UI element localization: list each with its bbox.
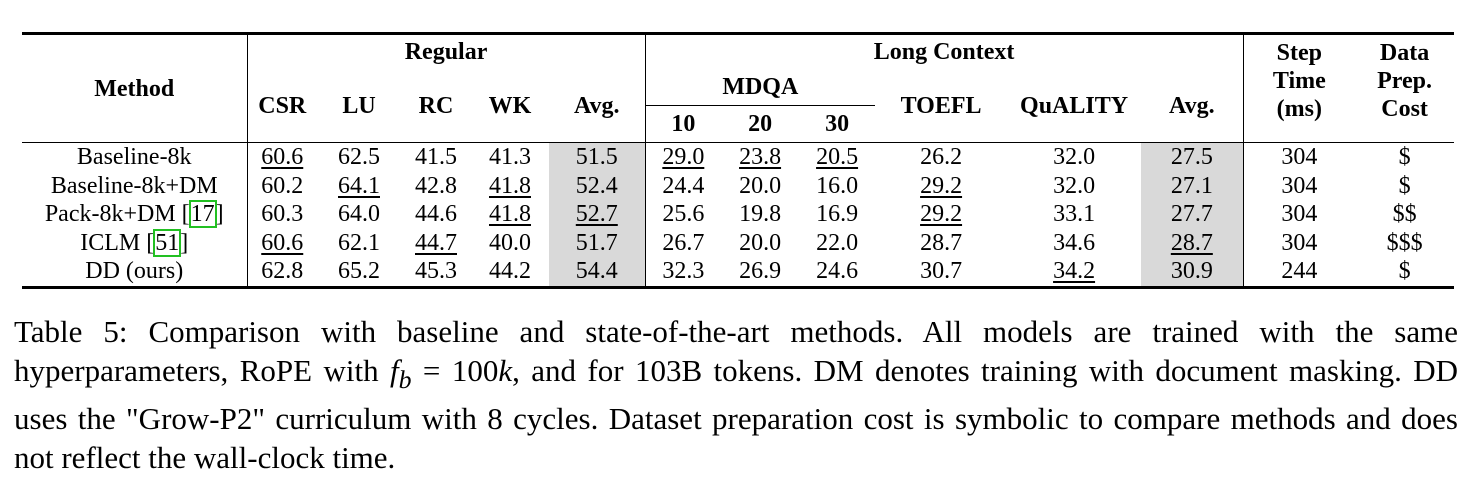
header-step-time: Step Time (ms) — [1243, 34, 1355, 143]
step-time-cell: 304 — [1243, 143, 1355, 172]
regular-avg-cell: 52.7 — [549, 200, 645, 229]
long-avg-cell: 30.9 — [1141, 257, 1243, 287]
method-cell: Pack-8k+DM [17] — [22, 200, 247, 229]
wk-cell: 40.0 — [489, 229, 531, 256]
csr-cell: 60.6 — [261, 229, 304, 256]
regular-avg-cell: 52.4 — [549, 172, 645, 201]
mdqa-30-cell: 16.0 — [816, 172, 859, 199]
lu-cell: 62.5 — [317, 143, 401, 172]
method-cell: ICLM [51] — [22, 229, 247, 258]
csr-cell: 60.6 — [247, 143, 317, 172]
header-data-prep-cost: Data Prep. Cost — [1355, 34, 1454, 143]
wk-cell: 41.8 — [489, 172, 531, 199]
mdqa-30-cell: 24.6 — [799, 257, 875, 287]
toefl-cell: 29.2 — [920, 201, 963, 228]
regular-avg-cell: 51.5 — [549, 143, 645, 172]
header-long-context: Long Context — [645, 34, 1243, 70]
step-time-cell: 244 — [1243, 257, 1355, 287]
wk-cell: 44.2 — [471, 257, 549, 287]
header-mdqa-30: 30 — [825, 111, 850, 137]
header-rc: RC — [418, 92, 454, 119]
mdqa-30-cell: 20.5 — [799, 143, 875, 172]
csr-cell: 60.3 — [261, 201, 304, 228]
regular-avg-cell: 51.7 — [549, 229, 645, 258]
table-row — [22, 143, 1454, 172]
header-mdqa-10: 10 — [671, 111, 696, 137]
cost-cell: $ — [1355, 257, 1454, 287]
citation-link[interactable]: 17 — [190, 201, 215, 228]
header-mdqa: MDQA — [645, 69, 875, 106]
mdqa-20-cell: 23.8 — [721, 143, 799, 172]
long-avg-cell: 27.5 — [1141, 143, 1243, 172]
mdqa-30-cell: 22.0 — [816, 229, 859, 256]
quality-cell: 34.2 — [1007, 257, 1141, 287]
header-wk: WK — [488, 92, 532, 119]
header-quality: QuALITY — [1020, 92, 1129, 119]
table-row — [22, 172, 1454, 201]
table-caption: Table 5: Comparison with baseline and state-of-the-art methods. All models are trained with the same hyperparameters, RoPE with $f_b = 100k$, and for 103B tokens. DM denotes training with document masking. DD uses the "Grow-P2" curriculum with 8 cycles. Dataset preparation cost is symbolic to compare methods and does not reflect the wall-clock time. — [14, 314, 1459, 476]
mdqa-10-cell: 26.7 — [662, 229, 705, 256]
rc-cell: 42.8 — [415, 172, 457, 199]
table-row — [22, 200, 1454, 229]
rc-cell: 45.3 — [401, 257, 471, 287]
lu-cell: 62.1 — [338, 229, 380, 256]
toefl-cell: 26.2 — [875, 143, 1007, 172]
cost-cell: $ — [1398, 172, 1411, 199]
quality-cell: 32.0 — [1007, 143, 1141, 172]
quality-cell: 32.0 — [1053, 172, 1096, 199]
wk-cell: 41.8 — [489, 201, 531, 228]
results-table — [22, 32, 1454, 289]
mdqa-20-cell: 20.0 — [739, 172, 782, 199]
method-cell: Baseline-8k — [22, 143, 247, 172]
step-time-cell: 304 — [1281, 172, 1318, 199]
step-time-cell: 304 — [1281, 201, 1318, 228]
table-row — [22, 257, 1454, 287]
long-avg-cell: 27.1 — [1141, 172, 1243, 201]
lu-cell: 64.0 — [338, 201, 380, 228]
step-time-cell: 304 — [1281, 229, 1318, 256]
csr-cell: 60.2 — [261, 172, 304, 199]
mdqa-10-cell: 25.6 — [662, 201, 705, 228]
method-cell: Baseline-8k+DM — [22, 172, 247, 201]
cost-cell: $$$ — [1386, 229, 1423, 256]
wk-cell: 41.3 — [471, 143, 549, 172]
regular-avg-cell: 54.4 — [549, 257, 645, 287]
mdqa-10-cell: 29.0 — [645, 143, 721, 172]
mdqa-20-cell: 26.9 — [721, 257, 799, 287]
quality-cell: 33.1 — [1053, 201, 1096, 228]
long-avg-cell: 28.7 — [1141, 229, 1243, 258]
mdqa-30-cell: 16.9 — [816, 201, 859, 228]
lu-cell: 65.2 — [317, 257, 401, 287]
rc-cell: 41.5 — [401, 143, 471, 172]
long-avg-cell: 27.7 — [1141, 200, 1243, 229]
citation-link[interactable]: 51 — [155, 229, 180, 256]
rc-cell: 44.7 — [415, 229, 457, 256]
mdqa-10-cell: 24.4 — [662, 172, 705, 199]
rc-cell: 44.6 — [415, 201, 457, 228]
header-long-avg: Avg. — [1141, 69, 1243, 143]
method-cell: DD (ours) — [22, 257, 247, 287]
quality-cell: 34.6 — [1053, 229, 1096, 256]
formula: $f_b = 100k$ — [389, 353, 513, 395]
header-lu: LU — [342, 92, 376, 119]
cost-cell: $$ — [1392, 201, 1417, 228]
header-regular-avg: Avg. — [549, 69, 645, 143]
mdqa-20-cell: 20.0 — [739, 229, 782, 256]
mdqa-10-cell: 32.3 — [645, 257, 721, 287]
csr-cell: 62.8 — [247, 257, 317, 287]
lu-cell: 64.1 — [338, 172, 380, 199]
toefl-cell: 29.2 — [920, 172, 963, 199]
header-method: Method — [22, 34, 247, 143]
header-csr: CSR — [258, 92, 307, 119]
header-regular: Regular — [247, 34, 645, 70]
header-mdqa-20: 20 — [748, 111, 773, 137]
header-toefl: TOEFL — [900, 92, 982, 119]
cost-cell: $ — [1355, 143, 1454, 172]
table-row — [22, 229, 1454, 258]
mdqa-20-cell: 19.8 — [739, 201, 782, 228]
toefl-cell: 30.7 — [875, 257, 1007, 287]
toefl-cell: 28.7 — [920, 229, 963, 256]
